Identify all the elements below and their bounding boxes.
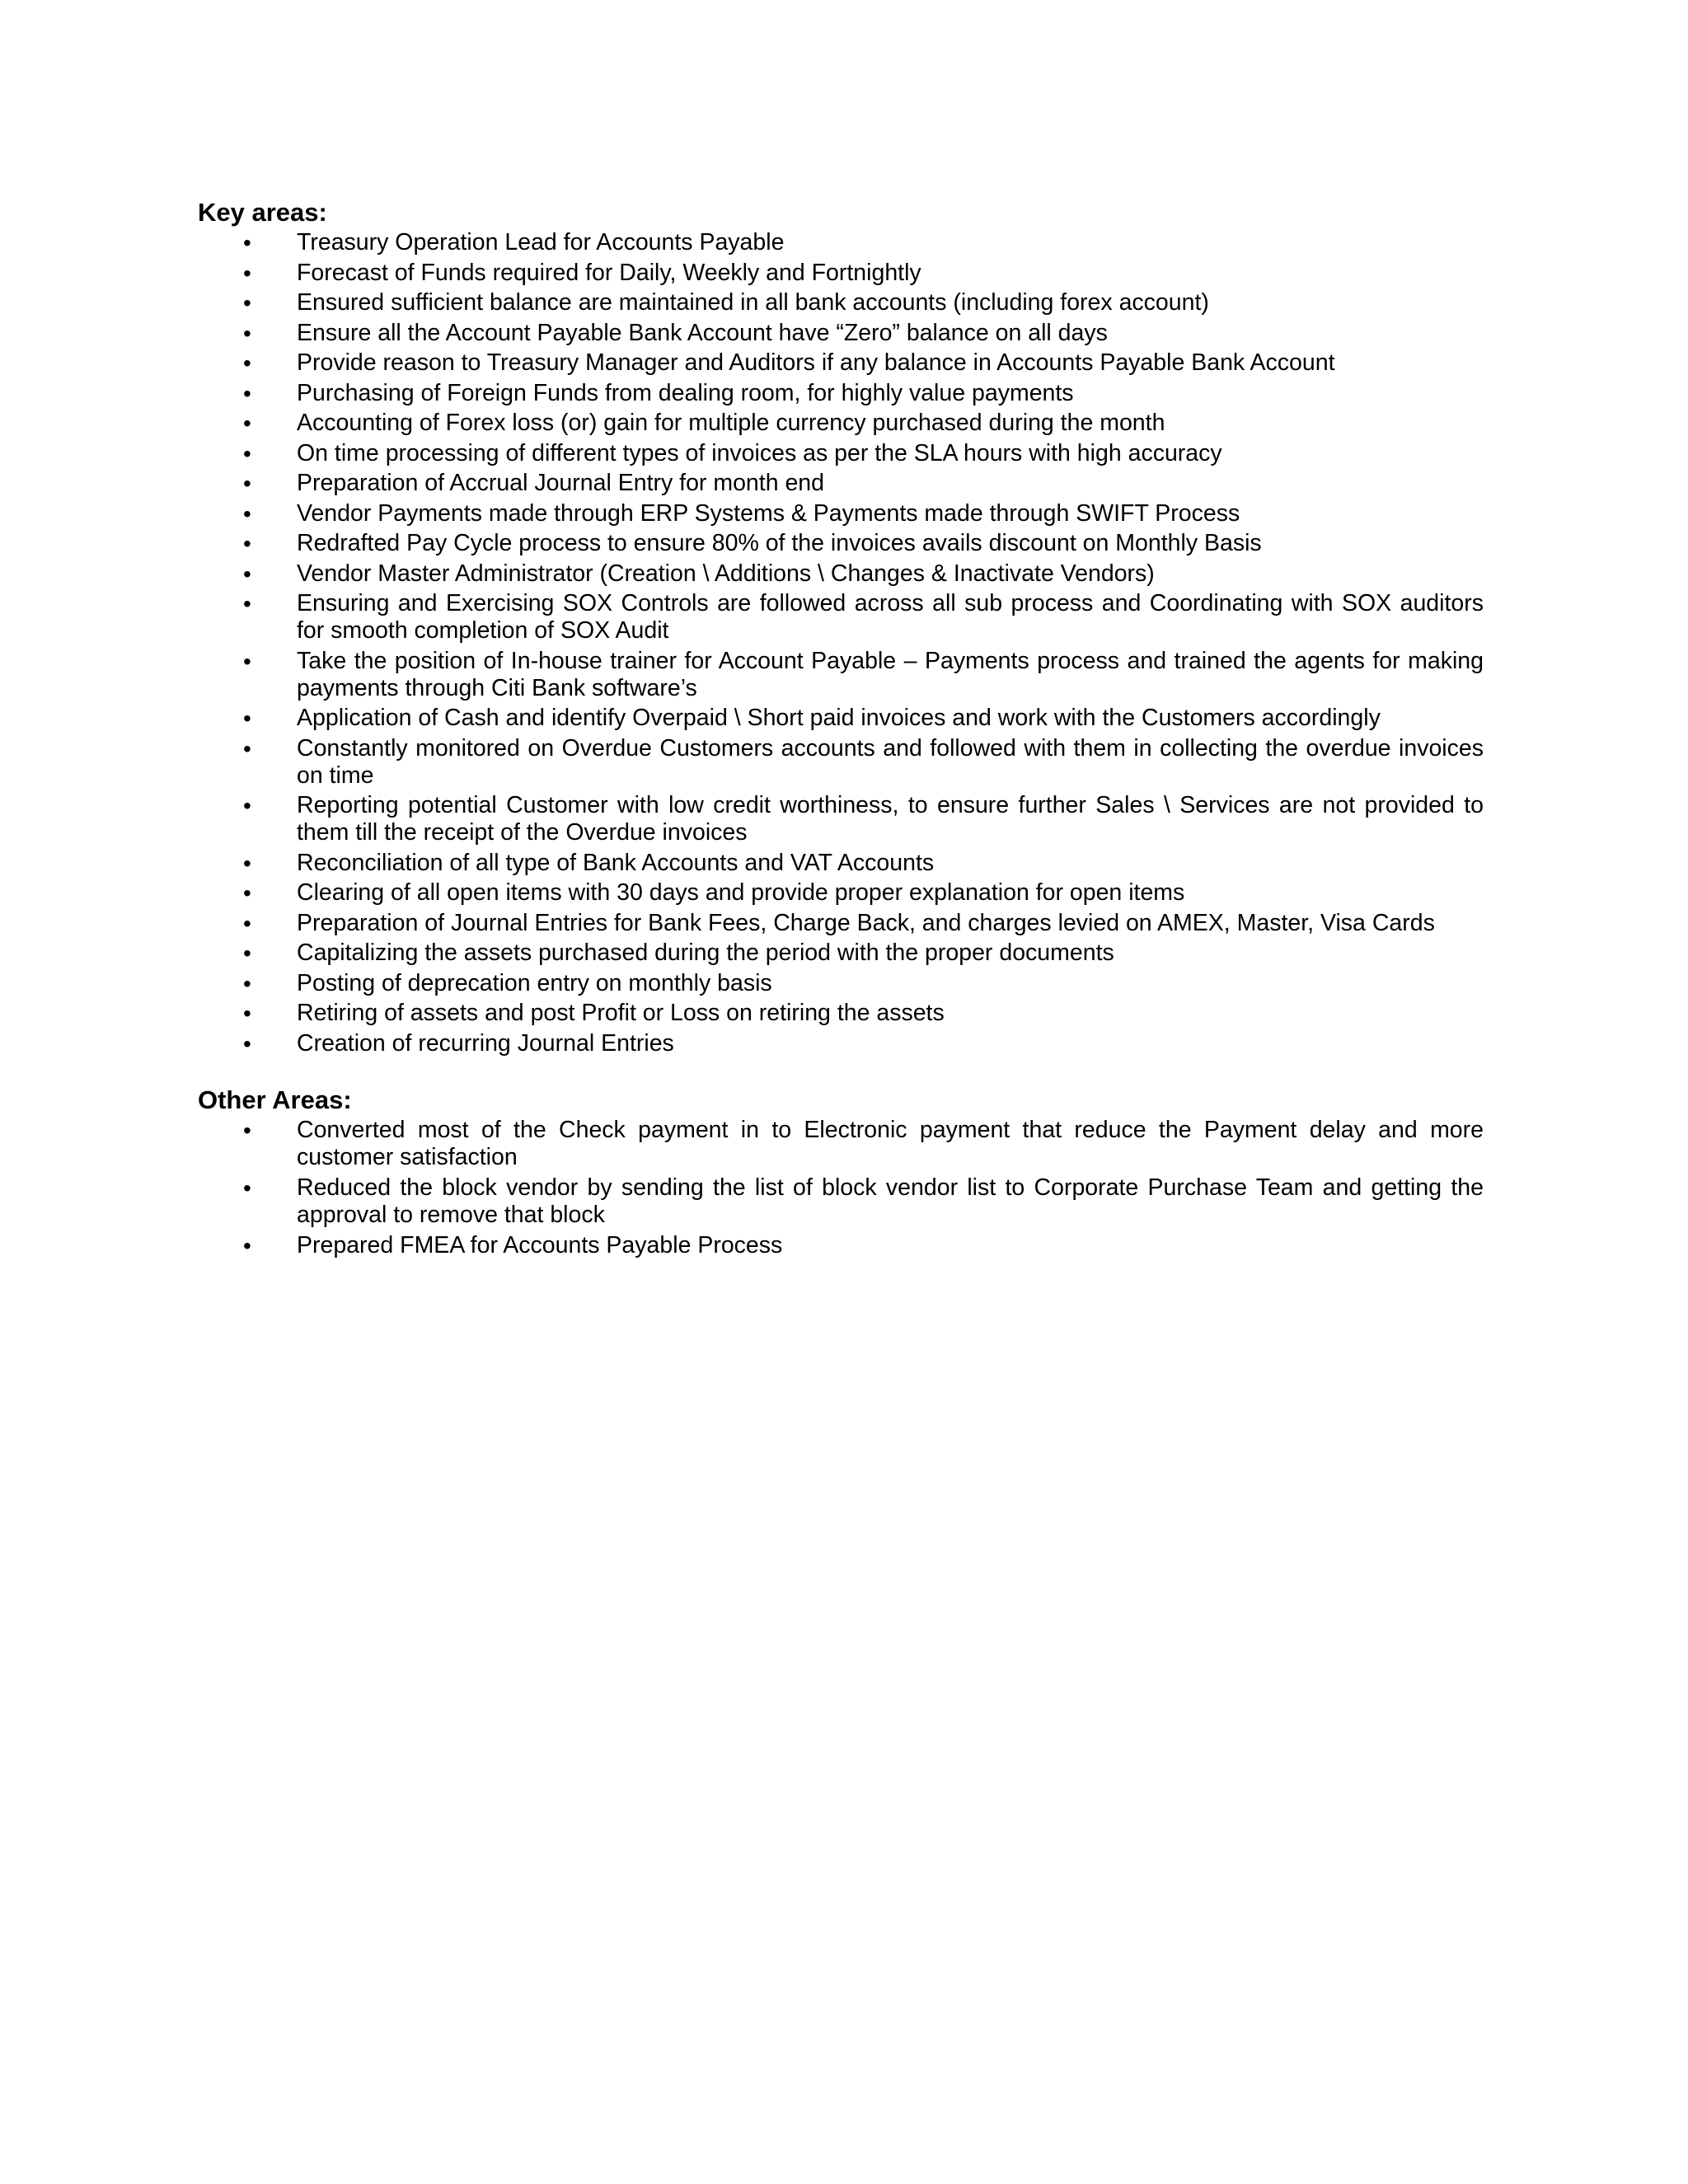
list-item: • Forecast of Funds required for Daily, Weekly and Fortnightly [198, 260, 1484, 287]
list-item: • On time processing of different types of invoices as per the SLA hours with high accuracy [198, 440, 1484, 467]
list-item: • Preparation of Journal Entries for Bank Fees, Charge Back, and charges levied on AMEX, Master, Visa Cards [198, 910, 1484, 937]
list-item: • Retiring of assets and post Profit or Loss on retiring the assets [198, 1000, 1484, 1027]
list-item: • Ensure all the Account Payable Bank Account have “Zero” balance on all days [198, 320, 1484, 347]
list-item: • Accounting of Forex loss (or) gain for multiple currency purchased during the month [198, 410, 1484, 437]
list-item: • Treasury Operation Lead for Accounts Payable [198, 229, 1484, 256]
list-item: • Capitalizing the assets purchased during the period with the proper documents [198, 940, 1484, 967]
list-item: • Converted most of the Check payment in to Electronic payment that reduce the Payment delay and more customer satisfaction [198, 1117, 1484, 1171]
list-item: • Constantly monitored on Overdue Customers accounts and followed with them in collecting the overdue invoices on time [198, 735, 1484, 790]
list-item: • Prepared FMEA for Accounts Payable Process [198, 1232, 1484, 1259]
list-item: • Reporting potential Customer with low credit worthiness, to ensure further Sales \ Services are not provided to them till the receipt of the Overdue invoices [198, 792, 1484, 846]
key-areas-list [198, 229, 1484, 1057]
list-item: • Reduced the block vendor by sending the list of block vendor list to Corporate Purchase Team and getting the approval to remove that block [198, 1174, 1484, 1229]
list-item: • Vendor Master Administrator (Creation \ Additions \ Changes & Inactivate Vendors) [198, 560, 1484, 588]
list-item: • Reconciliation of all type of Bank Accounts and VAT Accounts [198, 850, 1484, 877]
list-item: • Preparation of Accrual Journal Entry for month end [198, 470, 1484, 497]
list-item: • Application of Cash and identify Overpaid \ Short paid invoices and work with the Customers accordingly [198, 705, 1484, 732]
list-item: • Redrafted Pay Cycle process to ensure 80% of the invoices avails discount on Monthly Basis [198, 530, 1484, 557]
list-item: • Ensured sufficient balance are maintained in all bank accounts (including forex account) [198, 289, 1484, 316]
list-item: • Take the position of In-house trainer for Account Payable – Payments process and trained the agents for making payments through Citi Bank software’s [198, 648, 1484, 702]
document-content [198, 198, 1484, 1263]
list-item: • Clearing of all open items with 30 days and provide proper explanation for open items [198, 879, 1484, 907]
list-item: • Purchasing of Foreign Funds from dealing room, for highly value payments [198, 380, 1484, 407]
list-item: • Posting of deprecation entry on monthly basis [198, 970, 1484, 997]
list-item: • Vendor Payments made through ERP Systems & Payments made through SWIFT Process [198, 500, 1484, 527]
list-item: • Provide reason to Treasury Manager and Auditors if any balance in Accounts Payable Bank Account [198, 349, 1484, 377]
list-item: • Ensuring and Exercising SOX Controls are followed across all sub process and Coordinating with SOX auditors for smooth completion of SOX Audit [198, 590, 1484, 644]
list-item: • Creation of recurring Journal Entries [198, 1030, 1484, 1057]
key-areas-heading: Key areas: [198, 198, 327, 227]
other-areas-heading: Other Areas: [198, 1085, 352, 1114]
other-areas-list [198, 1117, 1484, 1259]
